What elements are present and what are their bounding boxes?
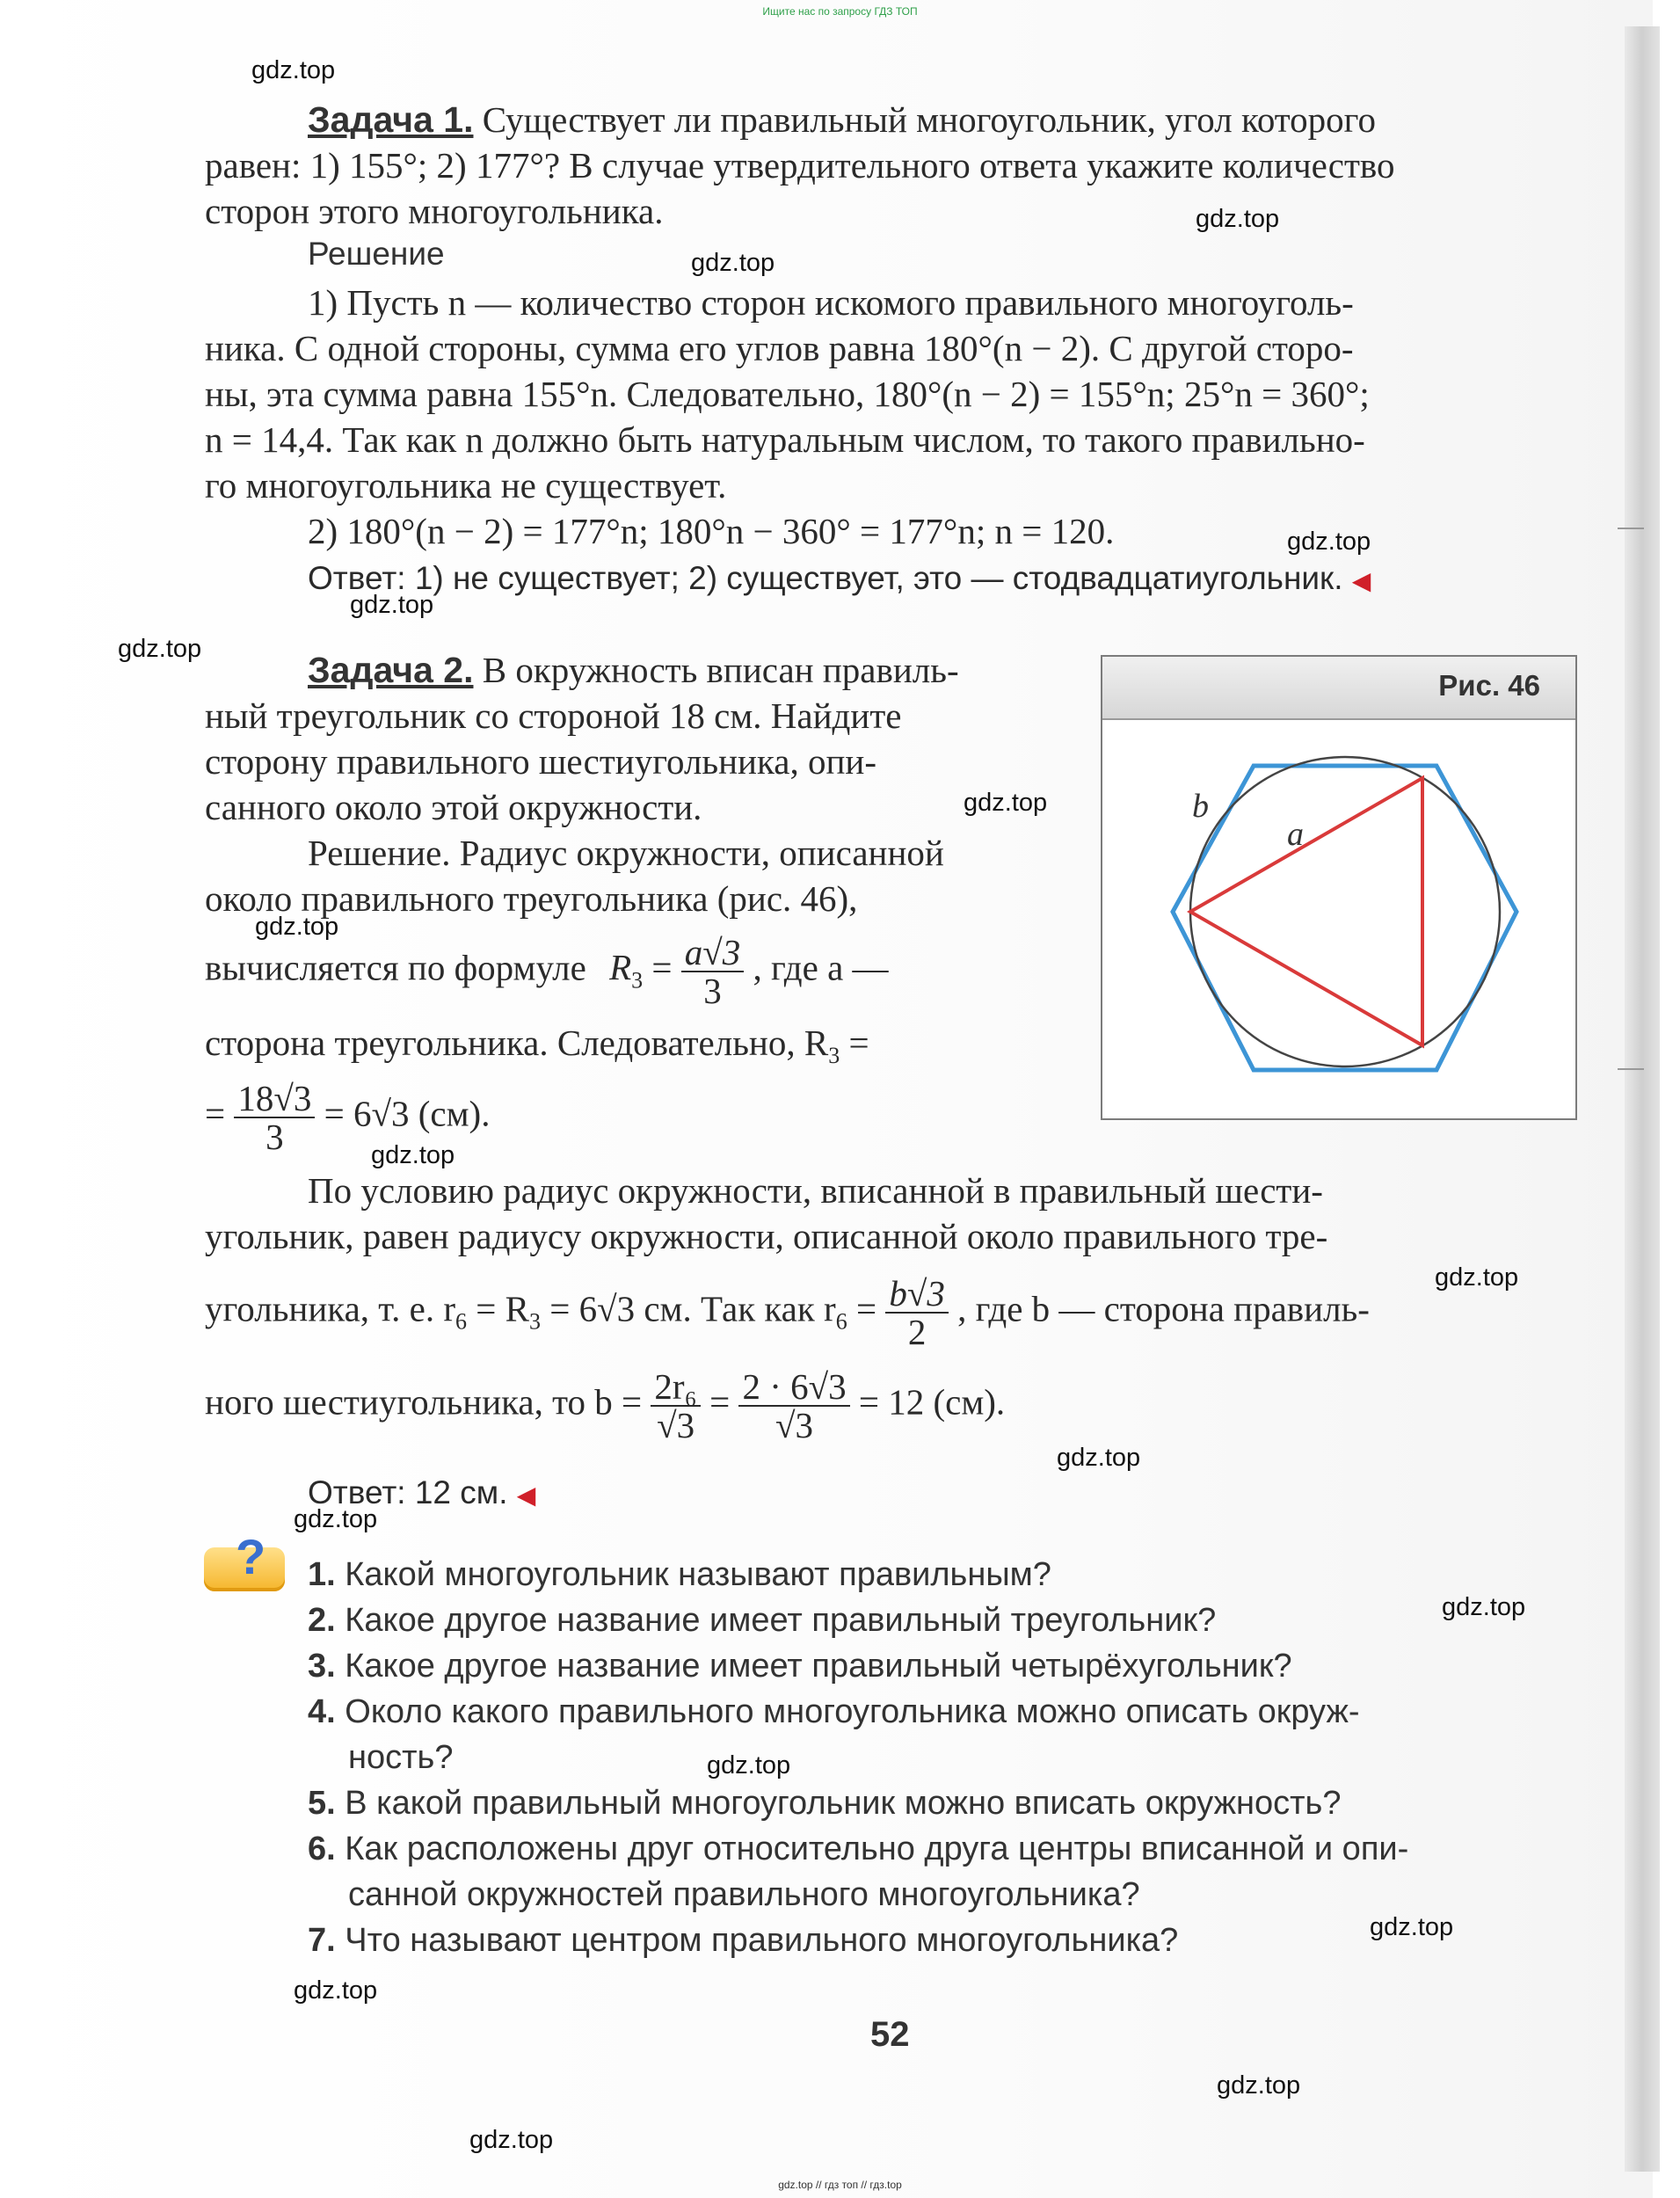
watermark: gdz.top	[251, 56, 336, 84]
question-item: 3. Какое другое название имеет правильный четырёхугольник?	[308, 1648, 1292, 1685]
question-item: ность?	[348, 1739, 454, 1776]
label-a: a	[1287, 816, 1304, 853]
task1-statement-line	[308, 98, 1376, 141]
watermark: gdz.top	[707, 1751, 791, 1780]
header-note: Ищите нас по запросу ГДЗ ТОП	[762, 5, 918, 18]
watermark: gdz.top	[371, 1141, 455, 1169]
task1-solution-line: ника. С одной стороны, сумма его углов равна 180°(n − 2). С другой сторо-	[205, 328, 1354, 368]
watermark: gdz.top	[691, 249, 775, 277]
task2-label: Задача 2.	[308, 650, 474, 690]
task2-formula-line: вычисляется по формуле $R_3$ = $\frac{a√3}{3}$ , где a —	[205, 932, 889, 1011]
question-item: 6. Как расположены друг относительно друга центры вписанной и опи-	[308, 1830, 1409, 1867]
task2-answer: Ответ: 12 см. ◀	[308, 1474, 536, 1510]
task2-para2-line: По условию радиус окружности, вписанной в правильный шести-	[308, 1170, 1323, 1211]
edge-tick	[1618, 528, 1644, 529]
b-fraction: $\frac{b√3}{2}$	[885, 1275, 949, 1350]
question-mark-icon: ?	[236, 1529, 266, 1584]
task2-b-line: ного шестиугольника, то b = $\frac{\text{2r₆}}{√3}$ = $\frac{2 \cdot 6√3}{√3}$ = 12 (см).	[205, 1366, 1006, 1445]
hexagon	[1173, 766, 1516, 1070]
figure-caption: Рис. 46	[1438, 669, 1540, 702]
question-item: 2. Какое другое название имеет правильный треугольник?	[308, 1602, 1217, 1639]
watermark: gdz.top	[1196, 205, 1280, 233]
watermark: gdz.top	[350, 591, 434, 619]
calc2-fraction: $\frac{2 \cdot 6√3}{√3}$	[738, 1368, 849, 1444]
watermark: gdz.top	[255, 913, 339, 941]
watermark: gdz.top	[118, 635, 202, 663]
edge-tick	[1618, 1068, 1644, 1070]
watermark: gdz.top	[294, 1505, 378, 1533]
task1-line: сторон этого многоугольника.	[205, 191, 664, 231]
task1-text: Существует ли правильный многоугольник, угол которого	[482, 99, 1376, 140]
watermark: gdz.top	[1442, 1593, 1526, 1621]
2r6-fraction: $\frac{\text{2r₆}}{√3}$	[651, 1368, 700, 1444]
question-item: 7. Что называют центром правильного многоугольника?	[308, 1922, 1179, 1959]
task2-solution-line: около правильного треугольника (рис. 46),	[205, 878, 858, 919]
footer-note: gdz.top // гдз топ // гдз.top	[778, 2179, 902, 2191]
label-b: b	[1192, 788, 1209, 825]
question-item: 4. Около какого правильного многоугольника можно описать окруж-	[308, 1693, 1360, 1730]
end-marker-icon: ◀	[1351, 566, 1371, 595]
watermark: gdz.top	[1370, 1913, 1454, 1941]
task1-line: равен: 1) 155°; 2) 177°? В случае утвердительного ответа укажите количество	[205, 145, 1395, 186]
task1-solution-line: 2) 180°(n − 2) = 177°n; 180°n − 360° = 177°n; n = 120.	[308, 511, 1115, 551]
calc-fraction: $\frac{18√3}{3}$	[234, 1080, 315, 1155]
watermark: gdz.top	[294, 1976, 378, 2005]
task1-solution-label: Решение	[308, 236, 445, 272]
task1-answer: Ответ: 1) не существует; 2) существует, это — стодвадцатиугольник. ◀	[308, 560, 1371, 596]
formula-fraction: $\frac{a√3}{3}$	[681, 934, 745, 1009]
task2-line: санного около этой окружности.	[205, 787, 702, 827]
watermark: gdz.top	[1287, 528, 1371, 556]
figure-46	[1101, 655, 1577, 1120]
watermark: gdz.top	[964, 789, 1048, 817]
watermark: gdz.top	[1057, 1444, 1141, 1472]
task2-para2-line: угольник, равен радиусу окружности, описанной около правильного тре-	[205, 1216, 1328, 1256]
task1-solution-line: ны, эта сумма равна 155°n. Следовательно, 180°(n − 2) = 155°n; 25°n = 360°;	[205, 374, 1370, 414]
task1-solution-line: 1) Пусть n — количество сторон искомого правильного многоуголь-	[308, 282, 1354, 323]
end-marker-icon: ◀	[516, 1481, 536, 1510]
question-item: санной окружностей правильного многоугольника?	[348, 1876, 1140, 1913]
figure-drawing	[1102, 657, 1575, 1118]
page-edge	[1625, 26, 1660, 2172]
task1-label: Задача 1.	[308, 99, 474, 140]
task2-line: сторону правильного шестиугольника, опи-	[205, 741, 877, 782]
task1-solution-line: го многоугольника не существует.	[205, 465, 727, 506]
watermark: gdz.top	[1435, 1263, 1519, 1292]
circle	[1190, 757, 1500, 1066]
page-number: 52	[870, 2015, 910, 2054]
task2-calc-line: = $\frac{18√3}{3}$ = 6√3 (см).	[205, 1078, 491, 1157]
question-item: 1. Какой многоугольник называют правильным?	[308, 1556, 1051, 1593]
task2-solution-line: Решение. Радиус окружности, описанной	[308, 833, 944, 873]
task2-side-line: сторона треугольника. Следовательно, $R_3$ =	[205, 1023, 869, 1069]
task2-statement-line: Задача 2. В окружность вписан правиль-	[308, 650, 959, 690]
task2-line: ный треугольник со стороной 18 см. Найдите	[205, 695, 902, 736]
question-item: 5. В какой правильный многоугольник можно вписать окружность?	[308, 1785, 1342, 1822]
watermark: gdz.top	[469, 2126, 554, 2154]
task1-solution-line: n = 14,4. Так как n должно быть натуральным числом, то такого правильно-	[205, 419, 1365, 460]
watermark: gdz.top	[1217, 2071, 1301, 2100]
task2-r6-line: угольника, т. е. $r_6 = R_3 = 6√3$ см. Так как $r_6$ = $\frac{b√3}{2}$ , где b — сторона правиль-	[205, 1273, 1370, 1352]
